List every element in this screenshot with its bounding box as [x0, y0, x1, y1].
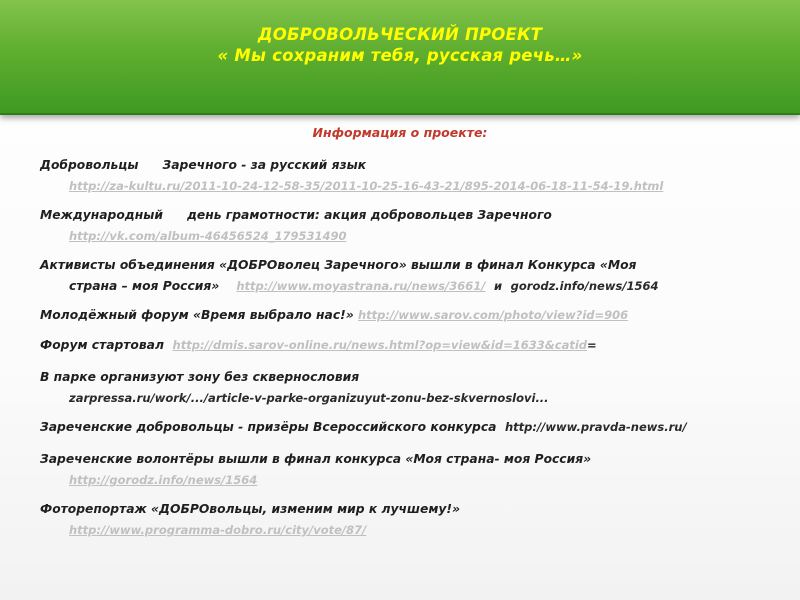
list-item — [40, 205, 760, 247]
entry-text: Зареченские волонтёры вышли в финал конкурса «Моя страна- моя Россия» — [40, 452, 592, 466]
entry-link[interactable]: http://www.pravda-news.ru/ — [504, 420, 687, 434]
entry-text-a: Добровольцы — [40, 158, 139, 172]
entry-text-b: Заречного - за русский язык — [162, 158, 367, 172]
entry-text: Форум стартовал — [40, 338, 164, 352]
list-item — [40, 499, 760, 541]
entry-joiner: и — [494, 279, 503, 293]
page-subtitle: « Мы сохраним тебя, русская речь…» — [217, 46, 583, 65]
list-item — [40, 449, 760, 491]
entry-text: В парке организуют зону без сквернословия — [40, 370, 360, 384]
entry-text-cont — [40, 276, 760, 297]
entry-link[interactable]: http://gorodz.info/news/1564 — [69, 473, 258, 487]
list-item — [40, 155, 760, 197]
entry-link[interactable]: http://www.sarov.com/photo/view?id=906 — [357, 308, 629, 322]
list-item — [40, 305, 760, 326]
page-title: ДОБРОВОЛЬЧЕСКИЙ ПРОЕКТ — [257, 25, 543, 44]
list-item — [40, 255, 760, 297]
entry-link[interactable]: http://vk.com/album-46456524_179531490 — [69, 229, 347, 243]
header-banner — [0, 0, 800, 115]
entry-link-2[interactable]: gorodz.info/news/1564 — [510, 279, 659, 293]
entry-link[interactable]: http://www.programma-dobro.ru/city/vote/87/ — [69, 523, 367, 537]
entry-text — [40, 155, 760, 176]
entry-text: Зареченские добровольцы - призёры Всероссийского конкурса — [40, 420, 497, 434]
entry-text-b: день грамотности: акция добровольцев Заречного — [186, 208, 552, 222]
entry-link[interactable]: http://dmis.sarov-online.ru/news.html?op=view&id=1633&catid — [172, 338, 588, 352]
entry-text — [40, 205, 760, 226]
entry-text: Молодёжный форум «Время выбрало нас!» — [40, 308, 354, 322]
entry-text: Фоторепортаж «ДОБРОвольцы, изменим мир к лучшему!» — [40, 502, 460, 516]
entry-text-b: страна – моя Россия» — [69, 279, 220, 293]
list-item — [40, 417, 760, 438]
entry-link[interactable]: zarpressa.ru/work/.../article-v-parke-organizuyut-zonu-bez-skvernoslovi... — [69, 391, 549, 405]
list-item — [40, 367, 760, 409]
entry-tail: = — [587, 338, 597, 352]
entry-link[interactable]: http://www.moyastrana.ru/news/3661/ — [236, 279, 486, 293]
entry-link[interactable]: http://za-kultu.ru/2011-10-24-12-58-35/2011-10-25-16-43-21/895-2014-06-18-11-54-19.html — [69, 179, 664, 193]
entry-text: Активисты объединения «ДОБРОволец Заречного» вышли в финал Конкурса «Моя — [40, 258, 637, 272]
entry-text-a: Международный — [40, 208, 163, 222]
list-item — [40, 335, 760, 356]
info-heading: Информация о проекте: — [312, 125, 488, 140]
